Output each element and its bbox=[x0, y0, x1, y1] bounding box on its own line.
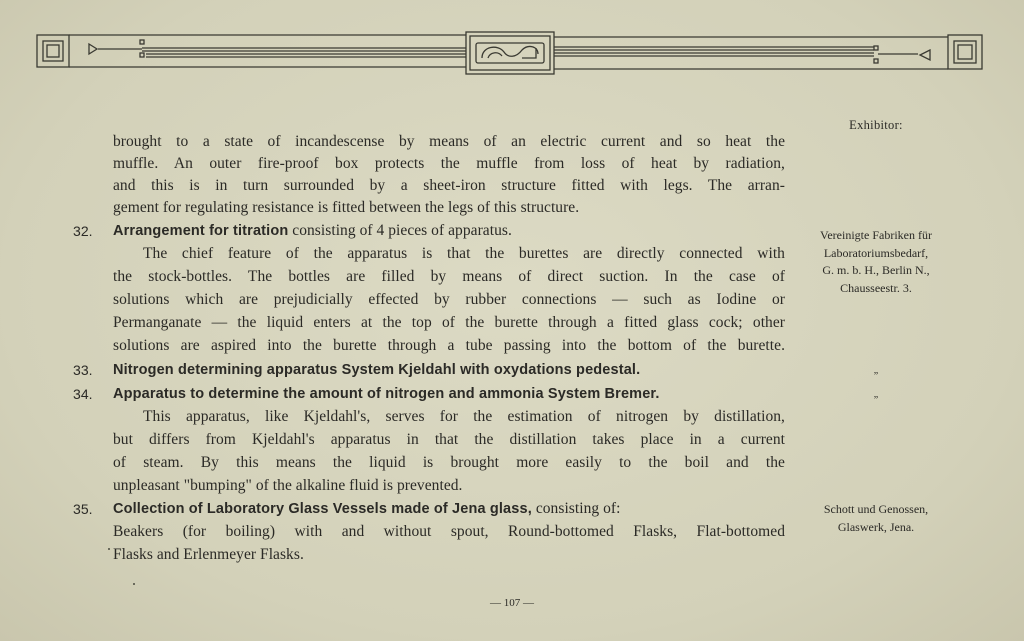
item-number: 33. bbox=[73, 362, 93, 378]
exhibitor-line: Laboratoriumsbedarf, bbox=[823, 245, 929, 260]
text-line: of steam. By this means the liquid is brought more easily to the boil and the bbox=[113, 454, 785, 471]
page-number: — 107 — bbox=[490, 597, 534, 609]
item-35 bbox=[73, 498, 785, 520]
item-heading: Arrangement for titration bbox=[113, 223, 289, 239]
item-33 bbox=[73, 359, 785, 381]
item-number: 32. bbox=[73, 223, 93, 239]
item-32 bbox=[73, 220, 785, 242]
text-line: consisting of 4 pieces of apparatus. bbox=[292, 222, 512, 239]
text-line: solutions which are prejudicially effected by rubber connections — such as Iodine or bbox=[113, 291, 785, 308]
text-line: gement for regulating resistance is fitted between the legs of this structure. bbox=[113, 199, 580, 216]
text-line: This apparatus, like Kjeldahl's, serves for the estimation of nitrogen by distillation, bbox=[143, 408, 785, 425]
exhibitor-line: G. m. b. H., Berlin N., bbox=[822, 263, 930, 277]
text-line: consisting of: bbox=[535, 500, 621, 517]
item-heading: Nitrogen determining apparatus System Kjeldahl with oxydations pedestal. bbox=[113, 362, 641, 378]
text-line: and this is in turn surrounded by a sheet-iron structure fitted with legs. The arran- bbox=[113, 177, 785, 194]
ditto-mark-33: „ bbox=[873, 365, 879, 376]
exhibitor-35 bbox=[796, 501, 956, 536]
exhibitor-line: Glaswerk, Jena. bbox=[837, 519, 915, 534]
text-line: solutions are aspired into the burette through a tube passing into the bottom of the burette. bbox=[113, 337, 785, 354]
text-line: Beakers (for boiling) with and without spout, Round-bottomed Flasks, Flat-bottomed bbox=[113, 523, 785, 540]
text-line: unpleasant "bumping" of the alkaline fluid is prevented. bbox=[113, 477, 463, 494]
ornament-header bbox=[36, 30, 984, 76]
item-heading: Apparatus to determine the amount of nitrogen and ammonia System Bremer. bbox=[113, 386, 660, 402]
text-line: Flasks and Erlenmeyer Flasks. bbox=[113, 546, 304, 563]
text-line: Permanganate — the liquid enters at the top of the burette through a fitted glass cock; other bbox=[113, 314, 785, 331]
exhibitor-label: Exhibitor: bbox=[849, 118, 903, 132]
exhibitor-line: Vereinigte Fabriken für bbox=[820, 228, 932, 242]
text-line: The chief feature of the apparatus is that the burettes are directly connected with bbox=[143, 245, 785, 262]
text-line: brought to a state of incandescense by means of an electric current and so heat the bbox=[113, 133, 785, 150]
text-line: muffle. An outer fire-proof box protects the muffle from loss of heat by radiation, bbox=[113, 155, 785, 172]
exhibitor-line: Chausseestr. 3. bbox=[840, 280, 912, 295]
paper-speck bbox=[108, 548, 110, 550]
item-heading: Collection of Laboratory Glass Vessels made of Jena glass, bbox=[113, 501, 532, 517]
text-line: but differs from Kjeldahl's apparatus in that the distillation takes place in a current bbox=[113, 431, 785, 448]
item-34 bbox=[73, 383, 785, 405]
exhibitor-32 bbox=[796, 227, 956, 297]
ditto-mark-34: „ bbox=[873, 389, 879, 400]
item-number: 35. bbox=[73, 501, 93, 517]
text-line: the stock-bottles. The bottles are filled by means of direct suction. In the case of bbox=[113, 268, 785, 285]
exhibitor-line: Schott und Genossen, bbox=[823, 502, 929, 516]
item-number: 34. bbox=[73, 386, 93, 402]
paper-speck bbox=[133, 583, 135, 585]
